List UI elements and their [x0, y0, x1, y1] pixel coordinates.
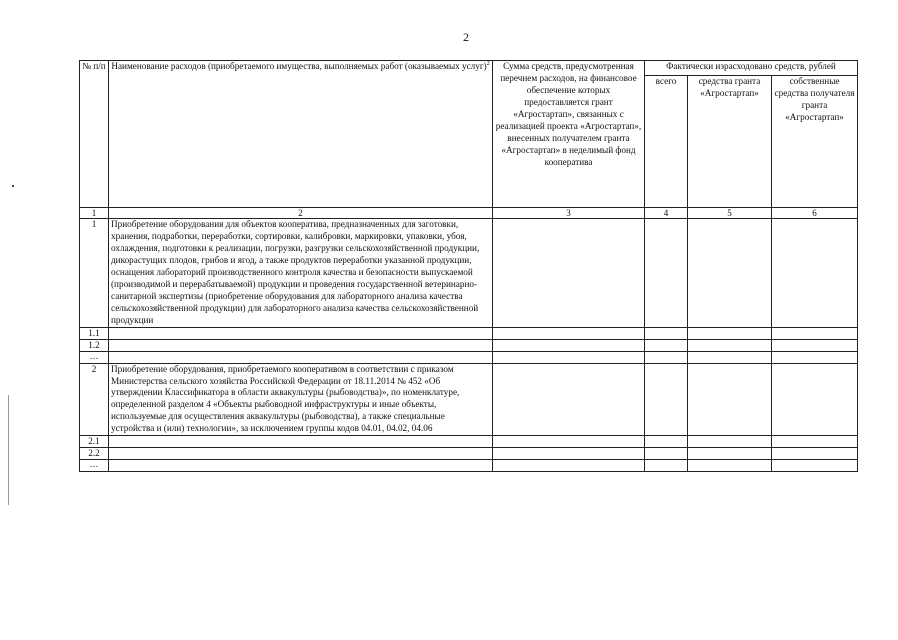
table-row [80, 351, 858, 363]
row-num: 1 [80, 219, 109, 328]
row-total [645, 219, 688, 328]
table-row [80, 327, 858, 339]
row-text [109, 460, 493, 472]
row-own [772, 339, 858, 351]
row-planned [493, 436, 645, 448]
header-name-text: Наименование расходов (приобретаемого имущества, выполняемых работ (оказываемых услуг) [111, 61, 487, 72]
row-planned [493, 460, 645, 472]
row-total [645, 327, 688, 339]
row-grant [688, 327, 772, 339]
row-total [645, 460, 688, 472]
row-text [109, 436, 493, 448]
row-planned [493, 327, 645, 339]
row-num: … [80, 351, 109, 363]
row-planned [493, 219, 645, 328]
row-planned [493, 448, 645, 460]
scan-mark [12, 185, 14, 187]
table-row [80, 448, 858, 460]
row-total [645, 363, 688, 436]
row-own [772, 460, 858, 472]
row-grant [688, 460, 772, 472]
row-planned [493, 351, 645, 363]
table-row [80, 339, 858, 351]
row-planned [493, 363, 645, 436]
table-row [80, 436, 858, 448]
page-number: 2 [463, 30, 469, 44]
header-actual-own: собственные средства получателя гранта «Агростартап» [772, 76, 858, 208]
row-total [645, 448, 688, 460]
header-actual-group: Фактически израсходовано средств, рублей [645, 61, 858, 76]
expense-table [79, 60, 858, 472]
row-own [772, 219, 858, 328]
column-number: 5 [688, 208, 772, 219]
header-num: № п/п [80, 61, 109, 208]
row-num: 1.2 [80, 339, 109, 351]
row-text [109, 448, 493, 460]
row-grant [688, 351, 772, 363]
row-planned [493, 339, 645, 351]
row-own [772, 448, 858, 460]
row-grant [688, 363, 772, 436]
header-actual-grant: средства гранта «Агростартап» [688, 76, 772, 208]
row-text [109, 327, 493, 339]
row-own [772, 327, 858, 339]
row-num: 2.1 [80, 436, 109, 448]
row-text [109, 339, 493, 351]
row-own [772, 363, 858, 436]
table-row [80, 363, 858, 436]
row-grant [688, 219, 772, 328]
row-total [645, 351, 688, 363]
scan-mark [8, 395, 9, 505]
column-number: 6 [772, 208, 858, 219]
row-grant [688, 436, 772, 448]
row-own [772, 351, 858, 363]
column-number: 1 [80, 208, 109, 219]
row-num: … [80, 460, 109, 472]
column-number-row [80, 208, 858, 219]
row-text: Приобретение оборудования, приобретаемого кооперативом в соответствии с приказом Министерства сельского хозяйства Российской Федерации от 18.11.2014 № 452 «Об утверждении Классификатора в области аквакультуры (рыбоводства)», по номенклатуре, определенной разделом 4 «Объекты рыбоводной инфраструктуры и иные объекты, используемые для осуществления аквакультуры (рыбоводства), а также специальные устройства и (или) технологии», за исключением группы кодов 04.01, 04.02, 04.06 [109, 363, 493, 436]
row-num: 2.2 [80, 448, 109, 460]
column-number: 3 [493, 208, 645, 219]
column-number: 4 [645, 208, 688, 219]
row-grant [688, 339, 772, 351]
row-total [645, 436, 688, 448]
row-text [109, 351, 493, 363]
header-name-footnote: 2 [486, 61, 490, 67]
table-row [80, 460, 858, 472]
row-num: 2 [80, 363, 109, 436]
header-row [80, 61, 858, 76]
row-text: Приобретение оборудования для объектов кооператива, предназначенных для заготовки, хранения, подработки, переработки, сортировки, калибровки, маркировки, упаковки, убоя, охлаждения, подготовки к реализации, погрузки, разгрузки сельскохозяйственной продукции, дикорастущих плодов, грибов и ягод, а также продуктов переработки указанной продукции, оснащения лабораторий производственного контроля качества и безопасности выпускаемой (производимой и перерабатываемой) продукции и проведения государственной ветеринарно-санитарной экспертизы (приобретение оборудования для лабораторного анализа качества сельскохозяйственной продукции) для лабораторного анализа качества сельскохозяйственной продукции [109, 219, 493, 328]
header-actual-total: всего [645, 76, 688, 208]
header-name [109, 61, 493, 208]
row-grant [688, 448, 772, 460]
table-row [80, 219, 858, 328]
row-num: 1.1 [80, 327, 109, 339]
column-number: 2 [109, 208, 493, 219]
row-own [772, 436, 858, 448]
row-total [645, 339, 688, 351]
header-planned: Сумма средств, предусмотренная перечнем расходов, на финансовое обеспечение которых предоставляется грант «Агростартап», связанных с реализацией проекта «Агростартап», внесенных получателем гранта «Агростартап» в неделимый фонд кооператива [493, 61, 645, 208]
